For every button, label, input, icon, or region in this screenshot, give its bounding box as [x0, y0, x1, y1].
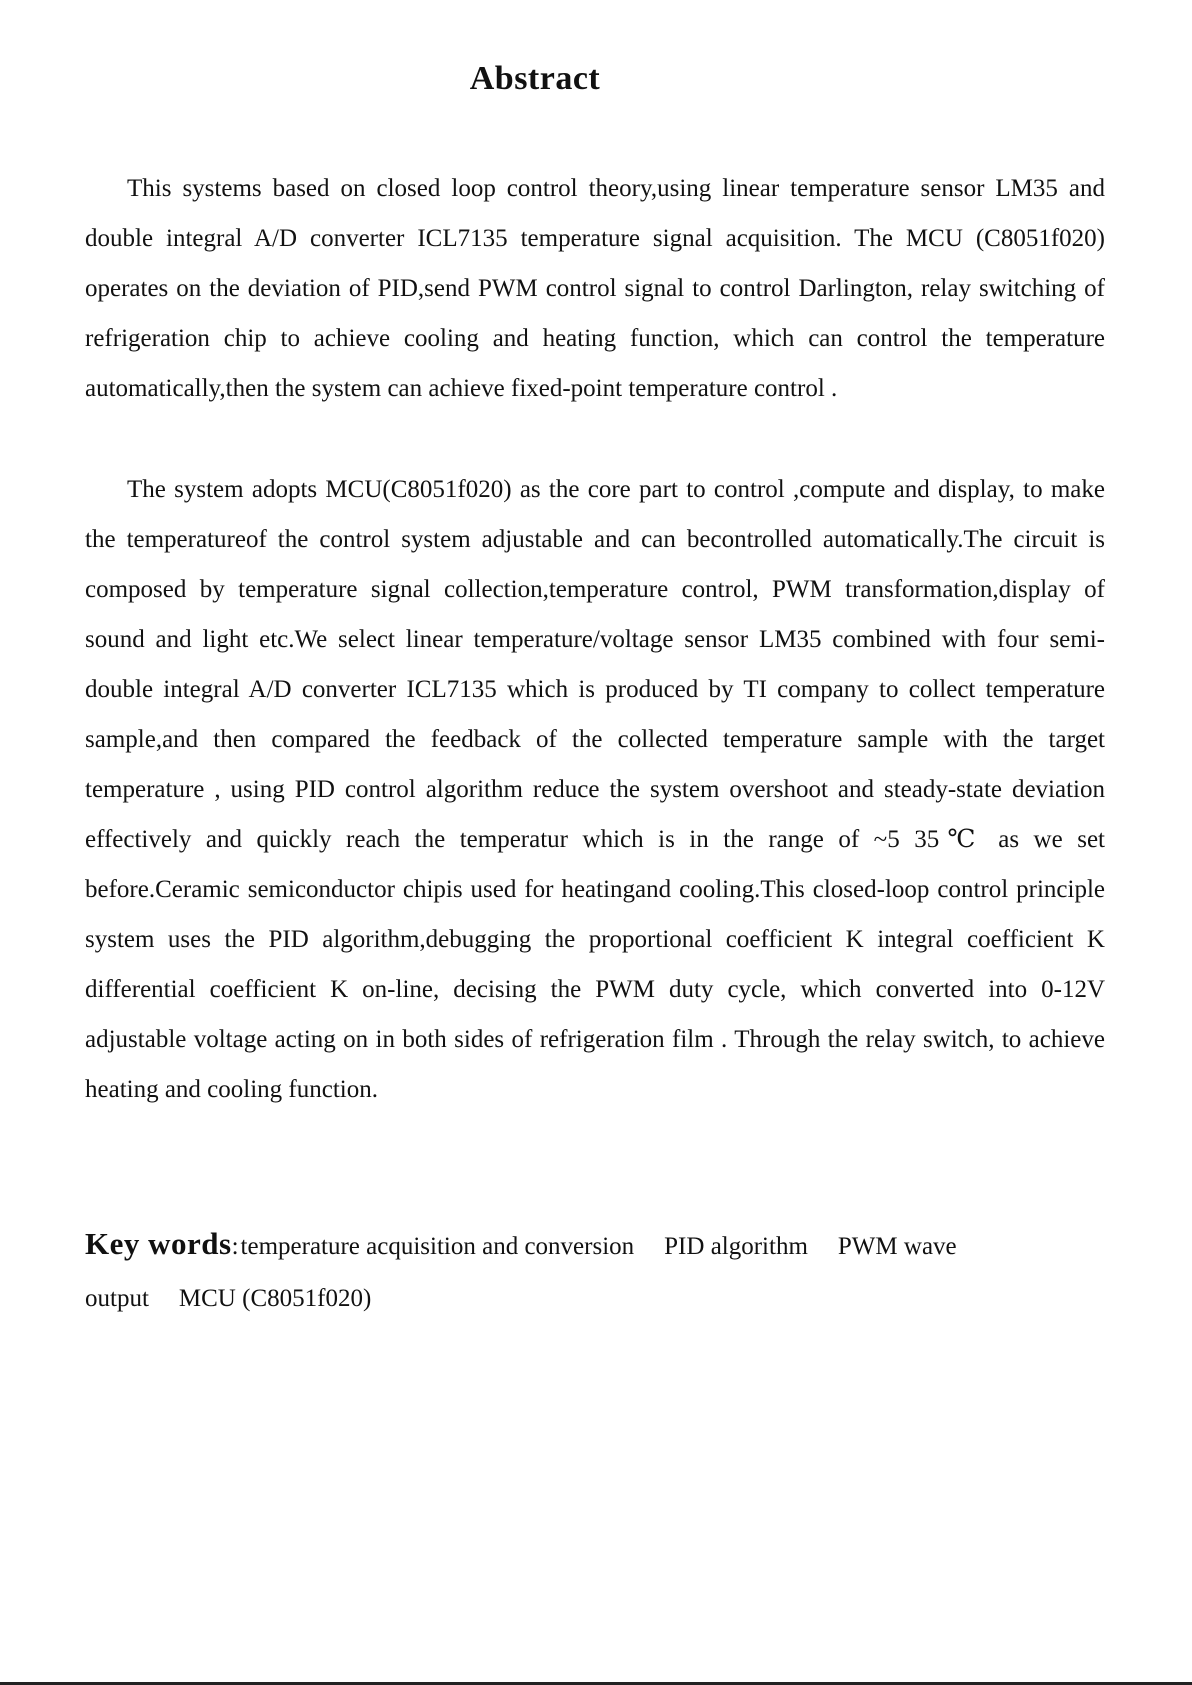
keyword-item: PID algorithm [664, 1233, 808, 1260]
abstract-paragraph-1: This systems based on closed loop control theory,using linear temperature sensor LM35 and double integral A/D converter ICL7135 temperature signal acquisition. The MCU (C8051f020) operates on the deviation of PID,send PWM control signal to control Darlington, relay switching of refrigeration chip to achieve cooling and heating function, which can control the temperature automatically,then the system can achieve fixed-point temperature control . [85, 175, 1105, 402]
abstract-title: Abstract [469, 60, 601, 97]
keywords-colon: : [231, 1233, 239, 1260]
keyword-item: PWM wave output [85, 1233, 957, 1312]
abstract-paragraph-2: The system adopts MCU(C8051f020) as the core part to control ,compute and display, to make the temperatureof the control system adjustable and can becontrolled automatically.The circuit is composed by temperature signal collection,temperature control, PWM transformation,display of sound and light etc.We select linear temperature/voltage sensor LM35 combined with four semi-double integral A/D converter ICL7135 which is produced by TI company to collect temperature sample,and then compared the feedback of the collected temperature sample with the target temperature , using PID control algorithm reduce the system overshoot and steady-state deviation effectively and quickly reach the temperatur which is in the range of ~5 35℃ as we set before.Ceramic semiconductor chipis used for heatingand cooling.This closed-loop control principle system uses the PID algorithm,debugging the proportional coefficient K integral coefficient K differential coefficient K on-line, decising the PWM duty cycle, which converted into 0-12V adjustable voltage acting on in both sides of refrigeration film . Through the relay switch, to achieve heating and cooling function. [85, 476, 1105, 1103]
keywords-section [85, 1218, 1095, 1325]
keyword-item: temperature acquisition and conversion [240, 1233, 635, 1260]
keyword-item: MCU (C8051f020) [178, 1285, 372, 1312]
keywords-label: Key words [85, 1226, 232, 1261]
